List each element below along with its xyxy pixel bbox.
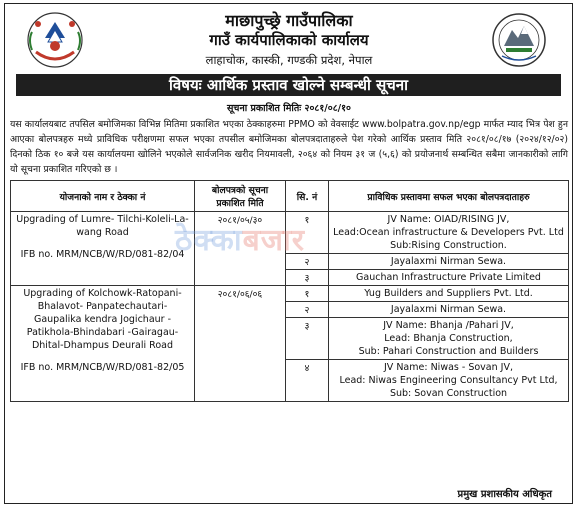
bidder-cell	[329, 302, 569, 318]
bidder-line: Lead: Niwas Engineering Consultancy Pvt Ltd,	[339, 375, 558, 386]
project-cell	[11, 286, 195, 402]
publish-date: सूचना प्रकाशित मितिः २०८१/०८/१०	[226, 103, 351, 114]
table-header-row	[11, 181, 569, 212]
bidder-cell	[329, 254, 569, 270]
bidder-line: Gauchan Infrastructure Private Limited	[356, 272, 541, 283]
header-bidders: प्राविधिक प्रस्तावमा सफल भएका बोलपत्रदाताहरु	[329, 181, 569, 212]
header-serial-no: सि. नं	[286, 181, 329, 212]
header-publish-date: बोलपत्रको सूचना प्रकाशित मिति	[195, 181, 286, 212]
bidder-cell	[329, 286, 569, 302]
bidder-line: JV Name: Niwas - Sovan JV,	[384, 362, 513, 373]
watermark-part2: बजार	[242, 223, 306, 258]
office-name: गाउँ कार्यपालिकाको कार्यालय	[209, 31, 369, 49]
table-row	[11, 286, 569, 302]
serial-cell: २	[286, 302, 329, 318]
municipality-name: माछापुच्छ्रे गाउँपालिका	[225, 11, 353, 30]
bidder-line: Lead:Ocean infrastructure & Developers Pvt. Ltd	[333, 227, 564, 238]
ifb-number: IFB no. MRM/NCB/W/RD/081-82/04	[20, 249, 185, 260]
bidder-line: Lead: Bhanja Construction,	[384, 333, 513, 344]
watermark-part1: ठेक्का	[175, 223, 243, 258]
watermark-logo	[175, 218, 305, 259]
signature-title: प्रमुख प्रशासकीय अधिकृत	[457, 489, 552, 500]
project-cell	[11, 212, 195, 286]
bidder-cell	[329, 360, 569, 402]
bidder-line: Sub:Rising Construction.	[390, 240, 507, 251]
publish-date-cell: २०८१/०६/०६	[195, 286, 286, 402]
project-name: Upgrading of Lumre- Tilchi-Koleli-La-wang Road	[16, 214, 189, 238]
project-name: Upgrading of Kolchowk-Ratopani-Bhalavot- Panpatechautari-Gaupalika kendra Jogichaur -Patikhola-Bhindabari -Gairagau-Dhital-Dhampus Deurali Road	[23, 288, 182, 351]
bidder-cell	[329, 318, 569, 360]
bidder-cell	[329, 212, 569, 254]
serial-cell: १	[286, 212, 329, 254]
bidder-line: Jayalaxmi Nirman Sewa.	[390, 304, 507, 315]
ifb-number: IFB no. MRM/NCB/W/RD/081-82/05	[20, 362, 185, 373]
office-address: लाहाचोक, कास्की, गण्डकी प्रदेश, नेपाल	[205, 53, 373, 67]
notice-body: यस कार्यालयबाट तपसिल बमोजिमका विभिन्न मितिमा प्रकाशित भएका ठेक्काहरुमा PPMO को वेवसाईट www.bolpatra.gov.np/egp मार्फत म्याद भित्र पेश हुन आएका बोलपत्रहरु मध्ये प्राविधिक परीक्षणमा सफल भएका तपसील बमोजिमका बोलपत्रदाताहरुले पेश गरेको आर्थिक प्रस्ताव मिति २०८१/०८/१७ (२०२४/१२/०२) दिनको ठिक १० बजे यस कार्यालयमा खोलिने भएकोले सार्वजनिक खरीद नियमावली, २०६४ को नियम ३१ ज (५,६) को प्रयोजनार्थ सम्बन्धित सबैमा जानकारीको लागि यो सूचना प्रकाशित गरिएको छ ।	[10, 119, 568, 175]
serial-cell: ३	[286, 318, 329, 360]
bidder-cell	[329, 270, 569, 286]
bidder-line: Sub: Pahari Construction and Builders	[358, 346, 539, 357]
serial-cell: ३	[286, 270, 329, 286]
header-project-name: योजनाको नाम र ठेक्का नं	[11, 181, 195, 212]
serial-cell: २	[286, 254, 329, 270]
serial-cell: १	[286, 286, 329, 302]
publish-date-cell: २०८१/०५/३०	[195, 212, 286, 286]
bidder-line: Jayalaxmi Nirman Sewa.	[390, 256, 507, 267]
subject-heading: विषयः आर्थिक प्रस्ताव खोल्ने सम्बन्धी सूचना	[16, 74, 561, 96]
bidder-line: JV Name: Bhanja /Pahari JV,	[383, 320, 514, 331]
serial-cell: ४	[286, 360, 329, 402]
bidder-line: Yug Builders and Suppliers Pvt. Ltd.	[364, 288, 533, 299]
bidders-table	[10, 180, 569, 402]
bidder-line: JV Name: OIAD/RISING JV,	[387, 214, 510, 225]
bidder-line: Sub: Sovan Construction	[389, 388, 508, 399]
